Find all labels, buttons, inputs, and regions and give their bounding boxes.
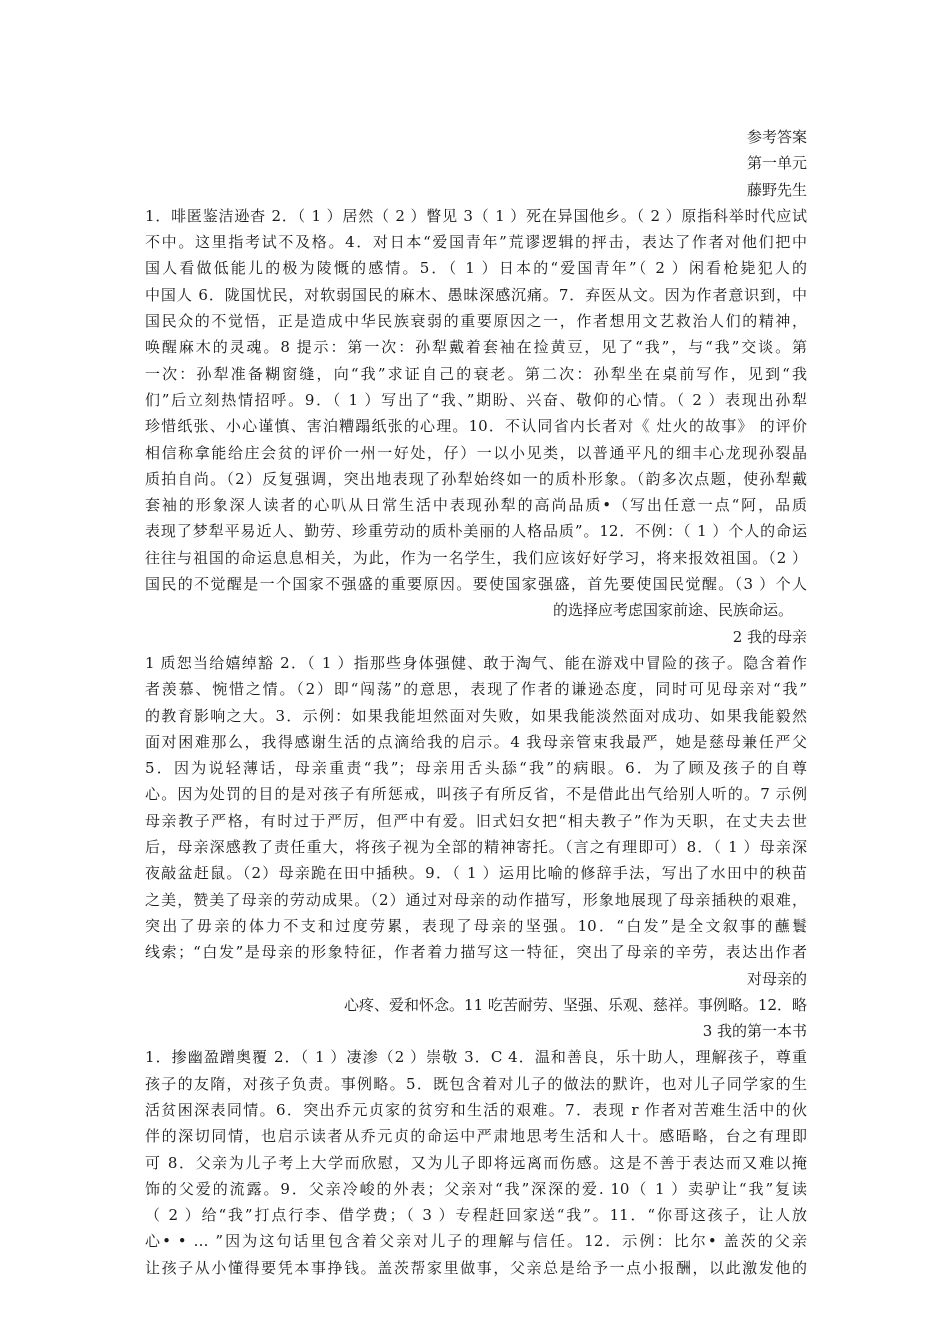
text-line: 的教育影响之大。3．示例：如果我能坦然面对失败，如果我能淡然面对成功、如果我能毅然 — [145, 706, 807, 725]
text-line: 国民众的不觉悟，正是造成中华民族衰弱的重要原因之一，作者想用文艺救治人们的精神， — [145, 312, 807, 331]
text-line: 让孩子从小懂得要凭本事挣钱。盖茨帮家里做事，父亲总是给予一点小报酬，以此激发他的 — [145, 1258, 807, 1277]
text-line: 之美，赞美了母亲的劳动成果。（2）通过对母亲的动作描写，形象地展现了母亲插秧的艰难， — [145, 890, 807, 909]
unit-heading: 第一单元 — [746, 154, 807, 173]
text-line: 1．掺幽盈蹭奥覆 2．（ 1 ）凄渗（2 ）崇敬 3．C 4．温和善良，乐十助人，理解孩子，尊重 — [145, 1048, 807, 1067]
text-line: 夜敲盆赶鼠。（2）母亲跪在田中插秧。9．（ 1 ）运用比喻的修辞手法，写出了水田中的秧苗 — [145, 864, 807, 883]
text-line: 者羡慕、惋惜之情。（2）即“闯荡”的意思，表现了作者的谦逊态度，同时可见母亲对“我” — [145, 680, 807, 699]
text-line: 5．因为说轻薄话，母亲重责“我”；母亲用舌头舔“我”的病眼。6．为了顾及孩子的自尊 — [145, 759, 807, 778]
text-line: 表现了梦犁平易近人、勤劳、珍重劳动的质朴美丽的人格品质”。12．不例：（ 1 ）个人的命运 — [145, 522, 807, 541]
text-line-tail: 对母亲的 — [746, 969, 807, 988]
text-line: 孩子的友隋，对孩子负责。事例略。5．既包含着对儿子的做法的默许，也对儿子同学家的生 — [145, 1074, 807, 1093]
text-line: 活贫困深表同情。6．突出乔元贞家的贫穷和生活的艰难。7．表现 r 作者对苦难生活中的伙 — [145, 1100, 807, 1119]
text-line: 国民的不觉醒是一个国家不强盛的重要原因。要使国家强盛，首先要使国民觉醒。（3 ）个人 — [145, 575, 807, 594]
text-line: 套袖的形象深人读者的心叭从日常生活中表现孙犁的高尚品质•（写出任意一点“阿，品质 — [145, 496, 807, 515]
text-line: 1．啡匿鉴洁逊杳 2．（ 1 ）居然（ 2 ）瞥见 3（ 1 ）死在异国他乡。（ 2 ）原指科举时代应试 — [145, 206, 807, 225]
text-line: 母亲教子严格，有时过于严厉，但严中有爱。旧式妇女把“相夫教子”作为天职，在丈夫去世 — [145, 811, 807, 830]
text-line: 相信称拿能给庄会贫的评价一州一好处，仔）一以小见类，以普通平凡的细丰心龙现孙裂晶 — [145, 443, 807, 462]
text-line: 质拍自尚。（2）反复强调，突出地表现了孙犁始终如一的质朴形象。（韵多次点题，使孙犁戴 — [145, 469, 807, 488]
text-line: 伴的深切同情，也启示读者从乔元贞的命运中严肃地思考生活和人十。感晤略，台之有理即 — [145, 1127, 807, 1146]
text-line: 后，母亲深感教了责任重大，将孩子视为全部的精神寄托。（言之有理即可）8．（ 1 ）母亲深 — [145, 838, 807, 857]
text-line: 可 8．父亲为儿子考上大学而欣慰，又为儿子即将远离而伤感。这是不善于表达而又难以掩 — [145, 1153, 807, 1172]
text-line-tail: 的选择应考虑国家前途、民族命运。 — [552, 601, 793, 620]
text-line: 饰的父爱的流露。9．父亲冷峻的外表；父亲对“我”深深的爱. 10（ 1 ）卖驴让“我”复读 — [145, 1179, 807, 1198]
text-line: 心• • … ”因为这句话里包含着父亲对儿子的理解与信任。12．示例：比尔• 盖茨的父亲 — [145, 1232, 807, 1251]
text-line: 们”后立刻热情招呼。9．（ 1 ）写出了“我、”期盼、兴奋、敬仰的心情。（ 2 ）表现出孙犁 — [145, 390, 807, 409]
text-line: （ 2 ）给“我”打点行李、借学费；（ 3 ）专程赶回家送“我”。11．“你哥这孩子，让人放 — [145, 1206, 807, 1225]
text-line: 一次：孙犁准备糊窗缝，向“我”求证自己的衰老。第二次：孙犁坐在桌前写作，见到“我 — [145, 364, 807, 383]
text-line: 国人看做低能儿的极为陵慨的感情。5．（ 1 ）日本的“爱国青年”（ 2 ）闲看枪毙犯人的 — [145, 259, 807, 278]
text-line: 中国人 6．陇国忧民，对软弱国民的麻木、愚昧深感沉痛。7．弃医从文。因为作者意识到，中 — [145, 285, 807, 304]
section-heading-my-first-book: 3 我的第一本书 — [702, 1022, 807, 1041]
section-heading-tengye: 藤野先生 — [746, 180, 807, 199]
text-line-tail: 心疼、爱和怀念。11 吃苦耐劳、坚强、乐观、慈祥。事例略。12．略 — [344, 995, 807, 1014]
text-line: 面对困难那么，我得感谢生活的点滴给我的启示。4 我母亲管束我最严，她是慈母兼任严父 — [145, 732, 807, 751]
text-line: 突出了毋亲的体力不支和过度劳累，表现了母亲的坚强。10．“白发”是全文叙事的蘸鬟 — [145, 916, 807, 935]
text-line: 珍惜纸张、小心谨慎、害泊糟蹋纸张的心理。10．不认同省内长者对《 灶火的故事》 的评价 — [145, 417, 807, 436]
text-line: 不中。这里指考试不及格。4．对日本“爱国青年”荒谬逻辑的抨击，表达了作者对他们把中 — [145, 233, 807, 252]
document-title: 参考答案 — [746, 128, 807, 146]
text-line: 心。因为处罚的目的是对孩子有所惩戒，叫孩子有所反省，不是借此出气给别人听的。7 示例 — [145, 785, 807, 804]
text-line: 往往与祖国的命运息息相关，为此，作为一名学生，我们应该好好学习，将来报效祖国。（2 ） — [145, 548, 807, 567]
text-line: 1 质恕当给嬉绰豁 2．（ 1 ）指那些身体强健、敢于淘气、能在游戏中冒险的孩子。隐含着作 — [145, 653, 807, 672]
section-heading-my-mother: 2 我的母亲 — [732, 627, 807, 646]
text-line: 线索；“白发”是母亲的形象特征，作者着力描写这一特征，突出了母亲的辛劳，表达出作者 — [145, 943, 807, 962]
text-line: 唤醒麻木的灵魂。8 提示：第一次：孙犁戴着套袖在捡黄豆，见了“我”，与“我”交谈。第 — [145, 338, 807, 357]
answer-document — [145, 124, 807, 1281]
